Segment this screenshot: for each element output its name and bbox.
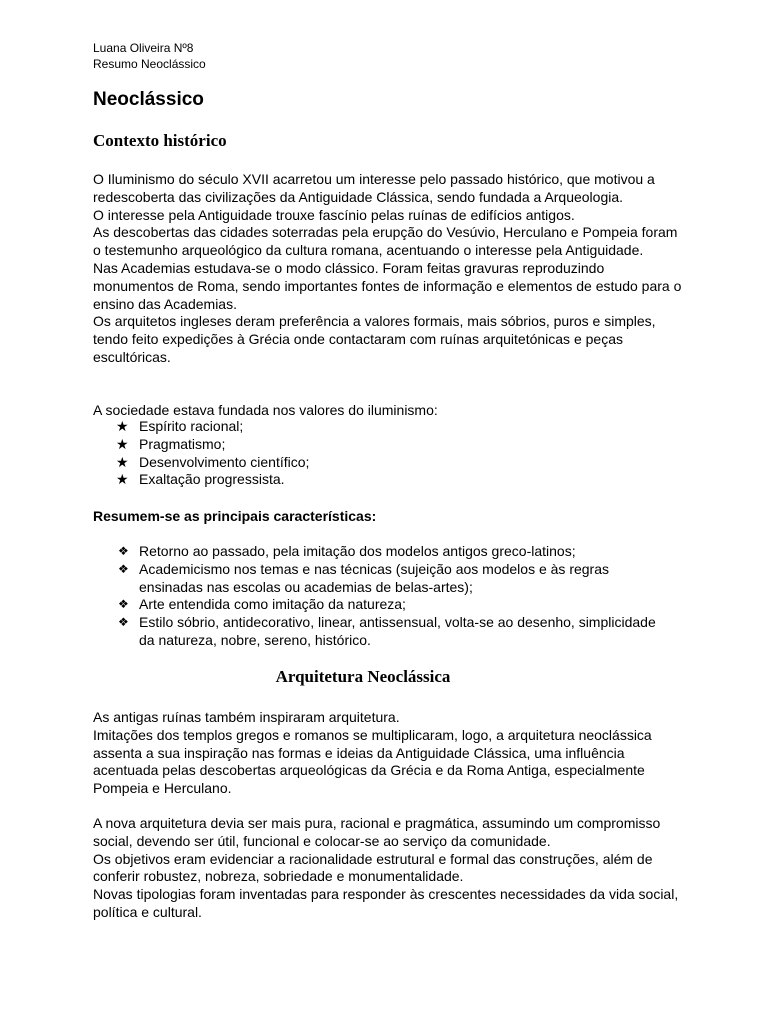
star-bullet-icon: ★ [116,418,129,434]
list-item: ❖ Retorno ao passado, pela imitação dos modelos antigos greco-latinos; [118,543,576,559]
list-item: ❖ Arte entendida como imitação da natureza; [118,596,406,613]
diamond-bullet-icon: ❖ [118,597,129,612]
architecture-paragraphs-b [93,815,683,922]
list-item: ★ Pragmatismo; [116,435,226,452]
paragraph: As antigas ruínas também inspiraram arquitetura. [93,709,400,725]
diamond-bullet-icon: ❖ [118,544,129,558]
paragraph: A nova arquitetura devia ser mais pura, racional e pragmática, assumindo um compromisso social, devendo ser útil, funcional e colocar-se ao serviço da comunidade. [93,815,661,849]
header-block [93,40,683,72]
paragraph: As descobertas das cidades soterradas pela erupção do Vesúvio, Herculano e Pompeia foram o testemunho arqueológico da cultura romana, acentuando o interesse pela Antiguidade. [93,224,678,259]
star-bullet-icon: ★ [116,471,129,488]
context-heading: Contexto histórico [93,131,227,150]
diamond-bullet-icon: ❖ [118,615,129,630]
list-item: ★ Espírito racional; [116,418,244,434]
list-item: ★ Desenvolvimento científico; [116,453,310,470]
features-list [113,543,673,650]
architecture-heading: Arquitetura Neoclássica [275,667,451,686]
features-heading: Resumem-se as principais características: [93,508,377,524]
paragraph: Imitações dos templos gregos e romanos se multiplicaram, logo, a arquitetura neoclássica assenta a sua inspiração nas formas e ideias da Antiguidade Clássica, uma influência acentuada pelas descobertas arqueológicas da Grécia e da Roma Antiga, especialmente Pompeia e Herculano. [93,726,652,797]
paragraph: Os objetivos eram evidenciar a racionalidade estrutural e formal das construções, além de conferir robustez, nobreza, sobriedade e monumentalidade. [93,850,653,885]
author-line: Luana Oliveira Nº8 [93,41,194,55]
paragraph: Nas Academias estudava-se o modo clássico. Foram feitas gravuras reproduzindo monumentos de Roma, sendo importantes fontes de informação e elementos de estudo para o ensino das Academias. [93,259,682,312]
list-item: ★ Exaltação progressista. [116,471,285,488]
list-item: ❖ Academicismo nos temas e nas técnicas (sujeição aos modelos e às regras ensinadas nas escolas ou academias de belas-artes); [118,560,609,595]
document-page [93,40,683,920]
paragraph: Os arquitetos ingleses deram preferência a valores formais, mais sóbrios, puros e simples, tendo feito expedições à Grécia onde contactaram com ruínas arquitetónicas e peças escultóricas. [93,313,656,365]
context-paragraphs [93,171,683,367]
list-item: ❖ Estilo sóbrio, antidecorativo, linear, antissensual, volta-se ao desenho, simplicidade da natureza, nobre, sereno, histórico. [118,614,656,648]
paragraph: Novas tipologias foram inventadas para responder às crescentes necessidades da vida social, política e cultural. [93,886,679,920]
diamond-bullet-icon: ❖ [118,561,129,576]
architecture-paragraphs-a [93,709,683,798]
paragraph: O Iluminismo do século XVII acarretou um interesse pelo passado histórico, que motivou a redescoberta das civilizações da Antiguidade Clássica, sendo fundada a Arqueologia. [93,171,655,205]
values-list [113,418,309,489]
paragraph: O interesse pela Antiguidade trouxe fascínio pelas ruínas de edifícios antigos. [93,206,575,223]
star-bullet-icon: ★ [116,435,129,452]
document-title: Neoclássico [93,89,204,110]
subtitle-line: Resumo Neoclássico [93,57,206,71]
society-intro: A sociedade estava fundada nos valores do iluminismo: [93,402,438,418]
star-bullet-icon: ★ [116,453,129,470]
